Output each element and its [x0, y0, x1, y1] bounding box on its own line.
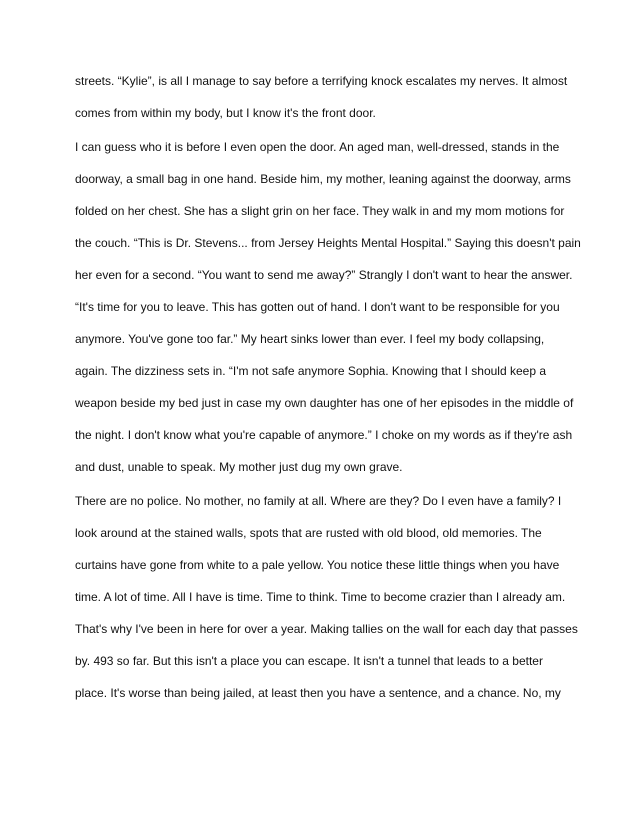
text-line: and dust, unable to speak. My mother just dug my own grave. [75, 460, 403, 474]
text-line: comes from within my body, but I know it's the front door. [75, 106, 376, 120]
text-line: folded on her chest. She has a slight grin on her face. They walk in and my mom motions for [75, 204, 565, 218]
text-line: the night. I don't know what you're capable of anymore.” I choke on my words as if they're ash [75, 428, 573, 442]
text-line: “It's time for you to leave. This has gotten out of hand. I don't want to be responsible for you [75, 300, 560, 314]
text-line: time. A lot of time. All I have is time. Time to think. Time to become crazier than I already am. [75, 590, 566, 604]
body-text [75, 73, 581, 719]
text-line: look around at the stained walls, spots that are rusted with old blood, old memories. The [75, 526, 542, 540]
text-line: streets. “Kylie”, is all I manage to say before a terrifying knock escalates my nerves. It almost [75, 74, 568, 88]
text-line: her even for a second. “You want to send me away?” Strangly I don't want to hear the answer. [75, 268, 573, 282]
text-line: That's why I've been in here for over a year. Making tallies on the wall for each day that passes [75, 622, 578, 636]
text-line: I can guess who it is before I even open the door. An aged man, well-dressed, stands in the [75, 140, 560, 154]
text-line: the couch. “This is Dr. Stevens... from Jersey Heights Mental Hospital.” Saying this doesn't pain [75, 236, 581, 250]
paragraph [75, 73, 575, 137]
text-line: curtains have gone from white to a pale yellow. You notice these little things when you have [75, 558, 560, 572]
text-line: place. It's worse than being jailed, at least then you have a sentence, and a chance. No, my [75, 686, 561, 700]
paragraph [75, 139, 581, 491]
paragraph [75, 493, 578, 717]
text-line: doorway, a small bag in one hand. Beside him, my mother, leaning against the doorway, arms [75, 172, 571, 186]
text-line: again. The dizziness sets in. “I'm not safe anymore Sophia. Knowing that I should keep a [75, 364, 547, 378]
text-line: There are no police. No mother, no family at all. Where are they? Do I even have a family? I [75, 494, 562, 508]
text-line: weapon beside my bed just in case my own daughter has one of her episodes in the middle of [75, 396, 574, 410]
text-line: anymore. You've gone too far.” My heart sinks lower than ever. I feel my body collapsing, [75, 332, 545, 346]
text-line: by. 493 so far. But this isn't a place you can escape. It isn't a tunnel that leads to a better [75, 654, 543, 668]
